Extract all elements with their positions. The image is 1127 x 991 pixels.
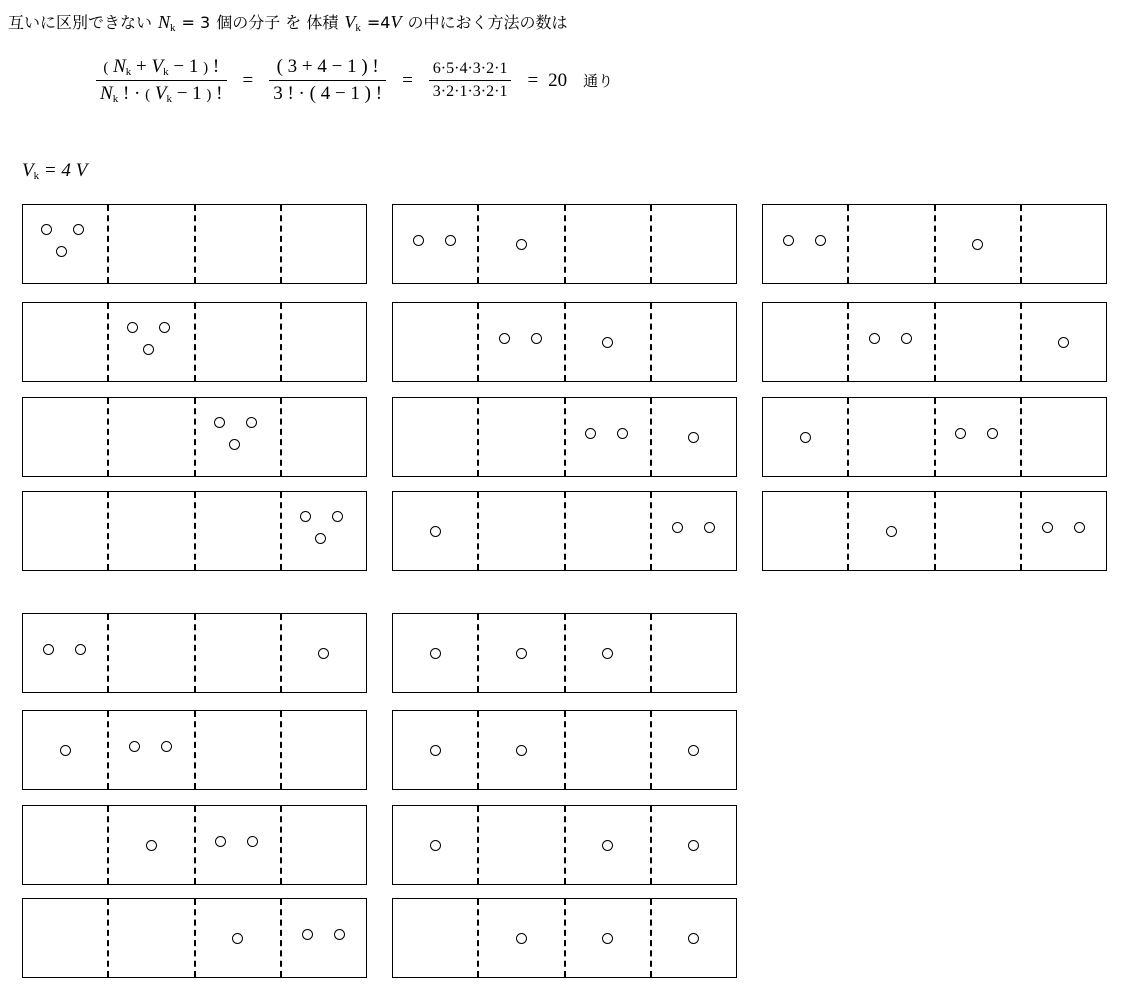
box-cell [23,303,107,381]
volume-label [22,160,87,182]
formula-unit: 通り [583,72,614,90]
molecule-circle-icon [229,439,240,450]
box-cell [23,492,107,570]
box-cell [847,492,933,570]
molecule-circle-icon [232,933,243,944]
box-cell [280,492,366,570]
box-cell [23,398,107,476]
molecule-circle-icon [73,224,84,235]
molecule-group [393,398,477,476]
molecule-circle-icon [516,239,527,250]
molecule-circle-icon [516,745,527,756]
molecule-circle-icon [602,648,613,659]
box-cell [477,303,563,381]
box-cell [194,711,280,789]
box-cell [477,711,563,789]
molecule-circle-icon [430,526,441,537]
molecule-circle-icon [955,428,966,439]
molecule-circle-icon [499,333,510,344]
molecule-group [849,492,933,570]
molecule-group [566,492,650,570]
molecule-group [109,303,193,381]
box-cell [107,806,193,884]
box-cell [393,398,477,476]
molecule-circle-icon [215,836,226,847]
box-cell [847,303,933,381]
molecule-circle-icon [143,344,154,355]
molecule-group [479,806,563,884]
box-cell [280,711,366,789]
box-cell [650,899,736,977]
box-cell [934,492,1020,570]
molecule-group [479,398,563,476]
molecule-circle-icon [43,644,54,655]
molecule-group [23,711,107,789]
molecule-group [23,899,107,977]
molecule-group [23,205,107,283]
molecule-group [282,899,366,977]
molecule-group [1022,303,1106,381]
page-title [8,10,568,34]
header-var-v: $V_k$ [344,12,361,34]
fraction-numeric-1 [269,56,386,105]
molecule-group [1022,205,1106,283]
fraction-numeric-2-numerator: 6·5·4·3·2·1 [432,60,508,77]
molecule-circle-icon [315,533,326,544]
box-cell [564,492,650,570]
box-cell [107,492,193,570]
molecule-circle-icon [247,836,258,847]
box-cell [393,806,477,884]
fraction-numeric-2-denominator: 3·2·1·3·2·1 [429,80,512,101]
box-cell [1020,303,1106,381]
molecule-group [763,398,847,476]
box-cell [194,398,280,476]
molecule-group [282,806,366,884]
box-cell [1020,398,1106,476]
box-cell [23,806,107,884]
box-cell [280,899,366,977]
box-cell [650,303,736,381]
configuration-box [22,613,367,693]
box-cell [934,303,1020,381]
box-cell [1020,205,1106,283]
box-cell [564,398,650,476]
molecule-circle-icon [146,840,157,851]
box-cell [393,711,477,789]
box-cell [847,205,933,283]
box-cell [650,711,736,789]
molecule-group [23,492,107,570]
header-text-b: 個の分子 を 体積 [216,13,339,32]
molecule-circle-icon [688,432,699,443]
box-cell [477,492,563,570]
box-cell [194,899,280,977]
molecule-group [652,899,736,977]
box-cell [564,205,650,283]
molecule-group [393,806,477,884]
header-var-v2: V [390,12,402,32]
molecule-circle-icon [516,933,527,944]
box-cell [1020,492,1106,570]
molecule-circle-icon [127,322,138,333]
molecule-circle-icon [318,648,329,659]
volume-label-v: V [22,160,34,181]
molecule-circle-icon [1074,522,1085,533]
equals-3: = [527,69,539,91]
box-cell [564,614,650,692]
formula-result: 20 [548,69,568,91]
molecule-group [196,492,280,570]
box-cell [194,806,280,884]
molecule-group [393,205,477,283]
configuration-box [22,710,367,790]
molecule-group [936,398,1020,476]
box-cell [23,899,107,977]
molecule-circle-icon [334,929,345,940]
molecule-circle-icon [41,224,52,235]
configuration-box [22,204,367,284]
molecule-group [849,205,933,283]
box-cell [194,205,280,283]
box-cell [934,398,1020,476]
box-cell [564,303,650,381]
molecule-group [652,205,736,283]
molecule-circle-icon [332,511,343,522]
box-cell [477,398,563,476]
molecule-circle-icon [1042,522,1053,533]
molecule-circle-icon [602,337,613,348]
box-cell [107,398,193,476]
molecule-group [652,614,736,692]
molecule-circle-icon [129,741,140,752]
box-cell [650,492,736,570]
molecule-group [479,303,563,381]
molecule-group [652,711,736,789]
configuration-box [762,491,1107,571]
box-cell [107,614,193,692]
molecule-circle-icon [602,933,613,944]
molecule-group [566,614,650,692]
configuration-box [762,204,1107,284]
molecule-group [652,492,736,570]
molecule-group [23,398,107,476]
equals-1: = [242,69,254,91]
molecule-circle-icon [869,333,880,344]
box-cell [107,899,193,977]
configuration-box [762,397,1107,477]
molecule-group [393,899,477,977]
box-cell [763,492,847,570]
molecule-circle-icon [688,745,699,756]
molecule-circle-icon [987,428,998,439]
molecule-circle-icon [516,648,527,659]
box-cell [393,614,477,692]
fraction-symbolic-numerator: ( Nk + Vk − 1 ) ! [103,56,220,78]
molecule-group [282,398,366,476]
molecule-group [282,205,366,283]
molecule-group [23,614,107,692]
molecule-group [566,806,650,884]
molecule-circle-icon [75,644,86,655]
molecule-group [23,806,107,884]
molecule-group [282,614,366,692]
configuration-box [392,898,737,978]
molecule-group [652,398,736,476]
molecule-group [849,398,933,476]
configuration-box [392,613,737,693]
molecule-circle-icon [430,840,441,851]
configuration-box [762,302,1107,382]
molecule-group [109,614,193,692]
molecule-circle-icon [972,239,983,250]
molecule-group [936,492,1020,570]
header-var-n: $N_k$ [158,12,176,34]
molecule-circle-icon [1058,337,1069,348]
configuration-box [22,491,367,571]
molecule-group [196,205,280,283]
configuration-box [392,710,737,790]
volume-label-sub: k [33,170,40,182]
molecule-circle-icon [300,511,311,522]
box-cell [194,614,280,692]
molecule-circle-icon [783,235,794,246]
molecule-group [566,899,650,977]
box-cell [280,303,366,381]
box-cell [194,492,280,570]
molecule-circle-icon [901,333,912,344]
molecule-group [566,398,650,476]
molecule-group [936,205,1020,283]
box-cell [564,806,650,884]
molecule-group [763,303,847,381]
molecule-group [763,205,847,283]
molecule-group [196,303,280,381]
molecule-group [479,711,563,789]
box-cell [477,899,563,977]
equals-2: = [402,69,413,91]
box-cell [107,711,193,789]
molecule-group [1022,492,1106,570]
molecule-circle-icon [159,322,170,333]
molecule-circle-icon [60,745,71,756]
fraction-numeric-2 [429,60,512,101]
box-cell [650,806,736,884]
volume-label-unit: V [75,160,88,181]
molecule-group [479,205,563,283]
fraction-symbolic-denominator: Nk ! · ( Vk − 1 ) ! [96,80,227,105]
fraction-numeric-1-numerator: ( 3 + 4 − 1 ) ! [276,56,379,77]
box-cell [23,711,107,789]
configuration-box [392,397,737,477]
molecule-group [109,806,193,884]
molecule-circle-icon [704,522,715,533]
box-cell [650,205,736,283]
header-eq2: =4 [366,13,391,32]
box-cell [393,205,477,283]
header-eq1: = 3 [181,13,211,32]
configuration-box [392,204,737,284]
fraction-numeric-1-denominator: 3 ! · ( 4 − 1 ) ! [269,80,386,105]
molecule-circle-icon [617,428,628,439]
molecule-group [566,205,650,283]
molecule-circle-icon [886,526,897,537]
molecule-group [109,398,193,476]
molecule-group [196,614,280,692]
box-cell [393,899,477,977]
configuration-box [392,491,737,571]
configuration-box [22,805,367,885]
box-cell [23,614,107,692]
molecule-circle-icon [672,522,683,533]
molecule-group [1022,398,1106,476]
molecule-circle-icon [302,929,313,940]
molecule-circle-icon [585,428,596,439]
molecule-group [393,614,477,692]
configuration-box [392,805,737,885]
box-cell [847,398,933,476]
box-cell [107,205,193,283]
volume-label-value: = 4 [43,160,71,181]
molecule-group [23,303,107,381]
molecule-circle-icon [413,235,424,246]
box-cell [23,205,107,283]
molecule-group [479,492,563,570]
box-cell [763,205,847,283]
molecule-group [479,614,563,692]
box-cell [107,303,193,381]
box-cell [477,205,563,283]
header-text-a: 互いに区別できない [8,13,153,32]
molecule-group [936,303,1020,381]
molecule-circle-icon [430,745,441,756]
molecule-group [652,806,736,884]
molecule-circle-icon [430,648,441,659]
box-cell [477,806,563,884]
configuration-box [392,302,737,382]
box-cell [564,899,650,977]
molecule-group [849,303,933,381]
box-cell [280,398,366,476]
fraction-symbolic [96,56,227,105]
molecule-circle-icon [688,933,699,944]
molecule-circle-icon [214,417,225,428]
box-cell [650,398,736,476]
molecule-group [282,492,366,570]
molecule-group [393,711,477,789]
configuration-box [22,898,367,978]
box-cell [763,303,847,381]
box-cell [393,492,477,570]
box-cell [763,398,847,476]
box-cell [393,303,477,381]
molecule-circle-icon [531,333,542,344]
molecule-group [196,711,280,789]
molecule-circle-icon [815,235,826,246]
molecule-group [282,711,366,789]
molecule-group [566,303,650,381]
box-cell [477,614,563,692]
molecule-circle-icon [246,417,257,428]
molecule-circle-icon [602,840,613,851]
molecule-circle-icon [800,432,811,443]
box-cell [194,303,280,381]
main-formula [90,56,613,105]
molecule-circle-icon [688,840,699,851]
molecule-group [196,806,280,884]
molecule-group [109,205,193,283]
molecule-group [196,398,280,476]
configuration-box [22,397,367,477]
header-text-c: の中におく方法の数は [407,13,568,32]
molecule-group [566,711,650,789]
molecule-group [652,303,736,381]
box-cell [650,614,736,692]
molecule-group [109,711,193,789]
molecule-group [393,492,477,570]
molecule-group [393,303,477,381]
box-cell [564,711,650,789]
box-cell [280,614,366,692]
molecule-circle-icon [445,235,456,246]
molecule-group [109,492,193,570]
molecule-group [282,303,366,381]
molecule-circle-icon [56,246,67,257]
molecule-group [763,492,847,570]
molecule-group [196,899,280,977]
configuration-box [22,302,367,382]
molecule-group [109,899,193,977]
molecule-circle-icon [161,741,172,752]
box-cell [280,806,366,884]
box-cell [280,205,366,283]
molecule-group [479,899,563,977]
box-cell [934,205,1020,283]
